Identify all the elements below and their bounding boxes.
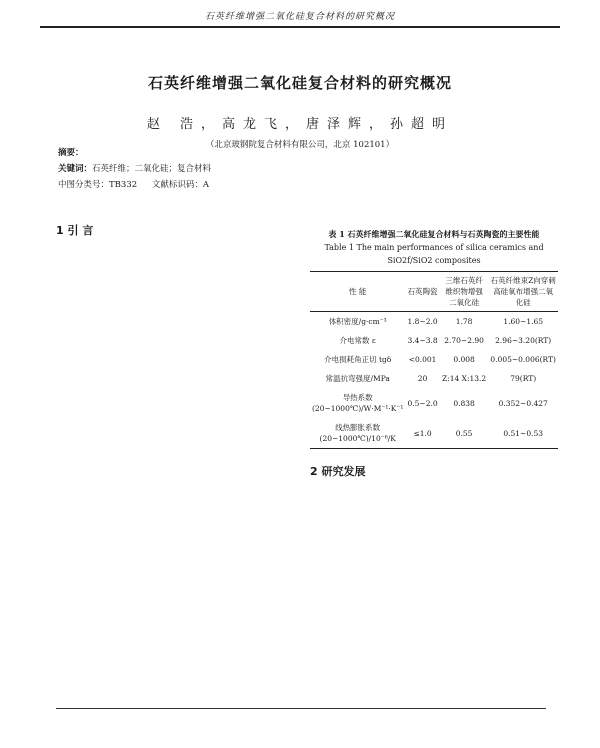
abstract <box>58 146 552 160</box>
table-cell: 1.8~2.0 <box>407 317 438 326</box>
paper-affiliation: （北京玻钢院复合材料有限公司，北京 102101） <box>205 140 395 150</box>
running-header: 石英纤维增强二氧化硅复合材料的研究概况 <box>40 10 560 28</box>
table-cell: 20 <box>417 374 428 383</box>
table-cell: 导热系数 (20~1000℃)/W·M⁻¹·K⁻¹ <box>312 393 404 413</box>
table-cell: ≤1.0 <box>413 428 432 438</box>
table-cell: 0.51~0.53 <box>503 428 544 438</box>
table-cell: 介电损耗角正切 tgδ <box>324 355 392 364</box>
table-cell: Z:14 X:13.2 <box>441 374 487 383</box>
keywords <box>58 162 552 176</box>
table-header-cell: 石英陶瓷 <box>407 287 438 296</box>
right-column <box>310 220 558 708</box>
abstract-block <box>58 146 552 192</box>
table-cell: 常温抗弯强度/MPa <box>325 374 390 383</box>
table-1-caption-zh: 表 1 石英纤维增强二氧化硅复合材料与石英陶瓷的主要性能 <box>328 229 540 239</box>
classification-line <box>58 178 552 192</box>
table-cell: 2.96~3.20(RT) <box>495 336 552 345</box>
table-row <box>310 350 558 369</box>
table-header-cell: 性 能 <box>348 287 367 296</box>
table-cell: 1.60~1.65 <box>503 317 544 326</box>
table-row <box>310 312 558 332</box>
table-cell: 0.008 <box>453 355 475 364</box>
table-row <box>310 388 558 418</box>
paper-title: 石英纤维增强二氧化硅复合材料的研究概况 <box>147 74 452 92</box>
keywords-text: 石英纤维；二氧化硅；复合材料 <box>92 164 212 174</box>
table-header-cell: 三维石英纤维织物增强二氧化硅 <box>445 276 483 307</box>
table-1-caption <box>310 228 558 267</box>
table-row <box>310 418 558 449</box>
table-cell: 线热膨胀系数 (20~1000℃)/10⁻⁶/K <box>319 423 396 443</box>
section-1-heading: 1 引 言 <box>56 224 94 237</box>
table-header-cell: 石英纤维束Z向穿刺高硅氧布增强二氧化硅 <box>490 276 556 307</box>
paper-authors: 赵 浩，高龙飞，唐泽辉，孙超明 <box>146 117 454 132</box>
abstract-label: 摘要： <box>58 148 84 158</box>
table-cell: 0.55 <box>455 428 473 438</box>
table-1-caption-en: Table 1 The main performances of silica ceramics and SiO2f/SiO2 composites <box>324 243 544 265</box>
table-row <box>310 331 558 350</box>
table-cell: 介电常数 ε <box>339 336 376 345</box>
keywords-label: 关键词： <box>58 164 93 174</box>
table-cell: 79(RT) <box>510 374 537 383</box>
table-cell: 体积密度/g·cm⁻³ <box>328 317 387 326</box>
title-block <box>40 72 560 150</box>
table-cell: 3.4~3.8 <box>407 336 438 345</box>
table-1 <box>310 271 558 449</box>
clc-number: 中图分类号：TB332 <box>58 180 138 190</box>
table-cell: 1.78 <box>455 317 473 326</box>
table-cell: 0.005~0.006(RT) <box>490 355 556 364</box>
table-row <box>310 369 558 388</box>
left-column <box>56 220 304 708</box>
table-cell: 0.838 <box>453 398 475 408</box>
document-code: 文献标识码：A <box>151 180 209 190</box>
table-header-row <box>310 272 558 312</box>
section-2-heading: 2 研究发展 <box>310 465 366 478</box>
table-cell: 2.70~2.90 <box>444 336 484 345</box>
footnotes <box>56 708 546 713</box>
table-cell: 0.5~2.0 <box>407 398 438 408</box>
table-cell: 0.352~0.427 <box>498 398 548 408</box>
table-cell: <0.001 <box>408 355 437 364</box>
